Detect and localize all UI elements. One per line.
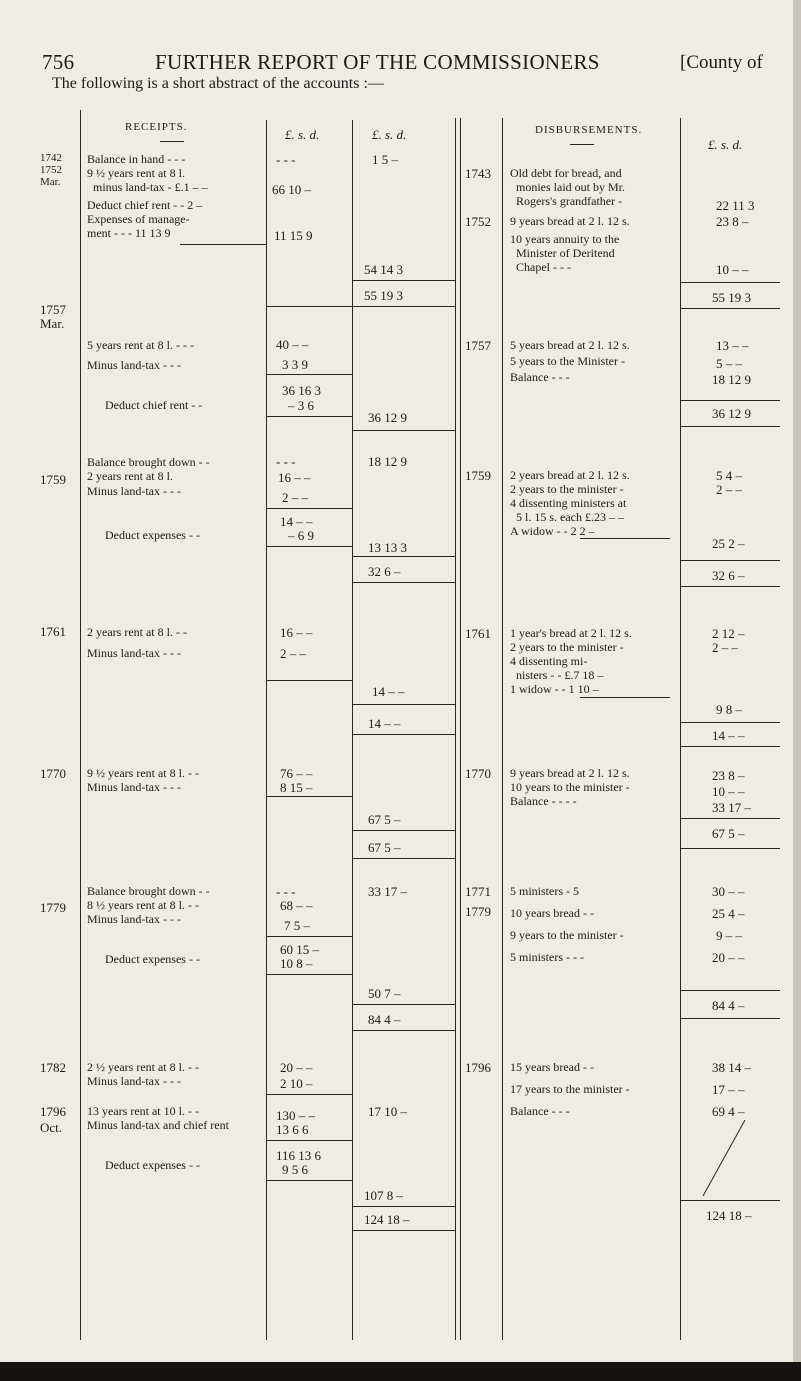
sum-rule — [352, 1004, 455, 1005]
receipt-amount: 3 3 9 — [282, 357, 308, 372]
page-number: 756 — [42, 50, 75, 74]
total-rule — [680, 848, 780, 849]
receipt-amount: 11 15 9 — [274, 228, 313, 243]
sum-rule — [580, 538, 670, 539]
receipt-grand-total: 67 5 – — [368, 840, 401, 855]
disbursement-line: 2 years bread at 2 l. 12 s. — [510, 468, 630, 482]
sum-rule — [680, 818, 780, 819]
sum-rule — [352, 280, 455, 281]
disbursement-amount: 25 4 – — [712, 906, 745, 921]
disbursement-line: Rogers's grandfather - — [516, 194, 623, 208]
receipt-amount: 60 15 – — [280, 942, 319, 957]
sum-rule — [266, 416, 352, 417]
disbursement-line: 9 years to the minister - — [510, 928, 624, 942]
receipt-amount: – 6 9 — [288, 528, 314, 543]
receipt-grand-total: 32 6 – — [368, 564, 401, 579]
sum-rule — [680, 560, 780, 561]
receipt-amount: - - - — [276, 884, 296, 899]
receipt-line: Deduct expenses - - — [105, 528, 200, 542]
disbursement-currency-header: £. s. d. — [708, 137, 743, 152]
sum-rule — [352, 830, 455, 831]
disbursement-line: Old debt for bread, and — [510, 166, 622, 180]
sum-rule — [680, 1200, 780, 1201]
disbursement-line: 10 years to the minister - — [510, 780, 630, 794]
receipt-line: Minus land-tax - - - — [87, 912, 181, 926]
county-heading: [County of — [680, 52, 763, 73]
total-rule — [680, 586, 780, 587]
receipt-amount: 76 – – — [280, 766, 313, 781]
disbursement-line: 10 years annuity to the — [510, 232, 620, 246]
disbursement-line: Minister of Deritend — [516, 246, 615, 260]
receipt-line: 9 ½ years rent at 8 l. — [87, 166, 185, 180]
sum-rule — [680, 282, 780, 283]
disbursement-amount: 22 11 3 — [716, 198, 755, 213]
total-rule — [680, 426, 780, 427]
disbursement-year-1743: 1743 — [465, 166, 491, 181]
receipt-amount: - - - — [276, 152, 296, 167]
sum-rule — [352, 556, 455, 557]
receipt-amount: 68 – – — [280, 898, 313, 913]
disbursement-line: Balance - - - — [510, 370, 570, 384]
disbursement-amount: 10 – – — [716, 262, 749, 277]
disbursements-heading: DISBURSEMENTS. — [535, 124, 643, 136]
disbursement-amount: 23 8 – — [716, 214, 749, 229]
sum-rule — [266, 680, 352, 681]
sum-rule — [266, 796, 352, 797]
sum-rule — [266, 974, 352, 975]
disbursement-year-1779: 1779 — [465, 904, 491, 919]
receipt-month-mar: Mar. — [40, 176, 61, 188]
sum-rule — [352, 704, 455, 705]
total-rule — [352, 734, 455, 735]
receipt-total-rule — [352, 120, 353, 1340]
receipt-total: 17 10 – — [368, 1104, 407, 1119]
total-rule — [680, 308, 780, 309]
total-rule — [680, 1018, 780, 1019]
receipt-amount: 13 6 6 — [276, 1122, 309, 1137]
disbursement-amount: 38 14 – — [712, 1060, 751, 1075]
page-edge-shadow — [793, 0, 801, 1381]
receipts-heading: RECEIPTS. — [125, 121, 188, 133]
receipt-line: Balance brought down - - — [87, 884, 210, 898]
receipt-amount: 8 15 – — [280, 780, 313, 795]
sum-rule — [266, 374, 352, 375]
receipt-total: 1 5 – — [372, 152, 398, 167]
receipt-year-1757: 1757 — [40, 302, 66, 317]
sum-rule — [266, 1140, 352, 1141]
receipt-line: 13 years rent at 10 l. - - — [87, 1104, 199, 1118]
disbursement-amount: 5 4 – — [716, 468, 742, 483]
scan-bottom-edge — [0, 1362, 801, 1381]
receipt-total: 33 17 – — [368, 884, 407, 899]
receipt-amount: – 3 6 — [288, 398, 314, 413]
diagonal-rule — [700, 1120, 760, 1200]
receipt-amount: 7 5 – — [284, 918, 310, 933]
disbursement-line: 1 year's bread at 2 l. 12 s. — [510, 626, 632, 640]
receipt-year-1779: 1779 — [40, 900, 66, 915]
receipt-amount: 9 5 6 — [282, 1162, 308, 1177]
disbursement-amount: 2 – – — [716, 482, 742, 497]
receipt-grand-total: 84 4 – — [368, 1012, 401, 1027]
sum-rule — [680, 722, 780, 723]
sum-rule — [266, 508, 352, 509]
receipt-amount: 116 13 6 — [276, 1148, 322, 1163]
disbursement-year-1770: 1770 — [465, 766, 491, 781]
receipt-total: 36 12 9 — [368, 410, 407, 425]
disbursement-amount: 33 17 – — [712, 800, 751, 815]
receipt-line: 9 ½ years rent at 8 l. - - — [87, 766, 199, 780]
disbursement-amount-rule — [680, 118, 681, 1340]
total-rule — [352, 1230, 455, 1231]
disbursement-line: 5 ministers - - - — [510, 950, 584, 964]
disbursement-line: 17 years to the minister - — [510, 1082, 630, 1096]
disbursement-amount: 9 8 – — [716, 702, 742, 717]
receipt-year-1782: 1782 — [40, 1060, 66, 1075]
total-rule — [352, 1030, 455, 1031]
sum-rule — [266, 1180, 352, 1181]
receipt-line: Deduct expenses - - — [105, 952, 200, 966]
sum-rule — [580, 697, 670, 698]
total-rule — [352, 858, 455, 859]
receipt-amount: 14 – – — [280, 514, 313, 529]
sum-rule — [266, 1094, 352, 1095]
disbursement-amount: 30 – – — [712, 884, 745, 899]
receipt-grand-total: 124 18 – — [364, 1212, 410, 1227]
receipt-year-1759: 1759 — [40, 472, 66, 487]
receipt-grand-total: 14 – – — [368, 716, 401, 731]
receipt-total: 14 – – — [372, 684, 405, 699]
disbursement-line: A widow - - 2 2 – — [510, 524, 595, 538]
receipt-amount: 20 – – — [280, 1060, 313, 1075]
receipt-year-1742: 1742 — [40, 152, 62, 164]
disbursement-amount: 2 12 – — [712, 626, 745, 641]
sum-rule — [680, 990, 780, 991]
disbursement-line: 5 years bread at 2 l. 12 s. — [510, 338, 630, 352]
sum-rule — [266, 546, 352, 547]
disbursement-amount: 13 – – — [716, 338, 749, 353]
receipt-year-1761: 1761 — [40, 624, 66, 639]
receipt-line: 2 ½ years rent at 8 l. - - — [87, 1060, 199, 1074]
disbursement-total: 32 6 – — [712, 568, 745, 583]
disbursement-year-rule — [502, 118, 503, 1340]
receipt-currency-header: £. s. d. — [285, 127, 320, 142]
receipt-total: 50 7 – — [368, 986, 401, 1001]
disbursement-line: 10 years bread - - — [510, 906, 594, 920]
disbursement-amount: 17 – – — [712, 1082, 745, 1097]
receipt-amount: 40 – – — [276, 337, 309, 352]
receipt-amount: 16 – – — [278, 470, 311, 485]
receipt-amount: 10 8 – — [280, 956, 313, 971]
disbursement-line: 4 dissenting mi- — [510, 654, 588, 668]
disbursement-amount: 5 – – — [716, 356, 742, 371]
receipt-line: Minus land-tax - - - — [87, 1074, 181, 1088]
disbursement-total: 124 18 – — [706, 1208, 752, 1223]
receipts-heading-rule — [160, 141, 184, 142]
disbursement-line: Chapel - - - — [516, 260, 571, 274]
disbursement-amount: 69 4 – — [712, 1104, 745, 1119]
receipt-line: Minus land-tax and chief rent — [87, 1118, 229, 1132]
total-rule — [352, 582, 455, 583]
disbursement-line: 5 ministers - 5 — [510, 884, 579, 898]
receipt-total: 107 8 – — [364, 1188, 403, 1203]
receipt-month-mar: Mar. — [40, 316, 65, 331]
disbursement-line: 4 dissenting ministers at — [510, 496, 627, 510]
disbursement-line: 9 years bread at 2 l. 12 s. — [510, 766, 630, 780]
receipt-total: 54 14 3 — [364, 262, 403, 277]
receipt-line: 8 ½ years rent at 8 l. - - — [87, 898, 199, 912]
disbursement-line: 1 widow - - 1 10 – — [510, 682, 599, 696]
total-rule — [680, 746, 780, 747]
disbursement-line: 9 years bread at 2 l. 12 s. — [510, 214, 630, 228]
receipt-amount: 130 – – — [276, 1108, 315, 1123]
receipt-line: minus land-tax - £.1 – – — [93, 180, 208, 194]
sum-rule — [680, 400, 780, 401]
disbursement-amount: 23 8 – — [712, 768, 745, 783]
sum-rule — [266, 936, 352, 937]
receipt-line: 5 years rent at 8 l. - - - — [87, 338, 194, 352]
receipt-line: Balance brought down - - — [87, 455, 210, 469]
disbursement-amount: 10 – – — [712, 784, 745, 799]
receipt-total: 18 12 9 — [368, 454, 407, 469]
receipt-year-1796: 1796 — [40, 1104, 66, 1119]
disbursement-year-1771: 1771 — [465, 884, 491, 899]
disbursement-line: Balance - - - — [510, 1104, 570, 1118]
receipt-year-1770: 1770 — [40, 766, 66, 781]
sum-rule — [352, 1206, 455, 1207]
disbursement-line: 5 l. 15 s. each £.23 – – — [516, 510, 624, 524]
receipt-year-1752: 1752 — [40, 164, 62, 176]
receipt-month-oct: Oct. — [40, 1120, 63, 1135]
receipt-line: Minus land-tax - - - — [87, 646, 181, 660]
receipt-amount: 2 – – — [282, 490, 308, 505]
left-border-rule — [80, 110, 81, 1340]
disbursement-amount: 25 2 – — [712, 536, 745, 551]
intro-line: The following is a short abstract of the accounts :— — [52, 75, 384, 92]
centre-rule-b — [460, 118, 461, 1340]
receipt-amount: 66 10 – — [272, 182, 311, 197]
disbursement-line: 15 years bread - - — [510, 1060, 594, 1074]
receipt-total-currency-header: £. s. d. — [372, 127, 407, 142]
disbursement-year-1757: 1757 — [465, 338, 491, 353]
receipt-grand-total: 55 19 3 — [364, 288, 403, 303]
receipt-line: Minus land-tax - - - — [87, 358, 181, 372]
disbursement-amount: 2 – – — [712, 640, 738, 655]
receipt-line: Expenses of manage- — [87, 212, 190, 226]
receipt-line: Deduct chief rent - - 2 – — [87, 198, 203, 212]
receipt-amount: 36 16 3 — [282, 383, 321, 398]
disbursement-total: 14 – – — [712, 728, 745, 743]
receipt-total: 13 13 3 — [368, 540, 407, 555]
receipt-line: Deduct chief rent - - — [105, 398, 203, 412]
disbursement-year-1759: 1759 — [465, 468, 491, 483]
receipt-line: Balance in hand - - - — [87, 152, 186, 166]
receipt-amount-rule — [266, 120, 267, 1340]
receipt-line: 2 years rent at 8 l. - - — [87, 625, 187, 639]
disbursement-line: 5 years to the Minister - — [510, 354, 625, 368]
disbursement-line: Balance - - - - — [510, 794, 577, 808]
total-rule — [352, 430, 455, 431]
disbursement-amount: 9 – – — [716, 928, 742, 943]
disbursement-year-1761: 1761 — [465, 626, 491, 641]
sum-rule — [180, 244, 266, 245]
disbursement-line: monies laid out by Mr. — [516, 180, 625, 194]
receipt-line: 2 years rent at 8 l. — [87, 469, 173, 483]
disbursement-year-1796: 1796 — [465, 1060, 491, 1075]
disbursement-total: 67 5 – — [712, 826, 745, 841]
total-rule — [266, 306, 455, 307]
disbursement-total: 55 19 3 — [712, 290, 751, 305]
receipt-amount: 2 10 – — [280, 1076, 313, 1091]
disbursement-total: 36 12 9 — [712, 406, 751, 421]
disbursement-year-1752: 1752 — [465, 214, 491, 229]
receipt-line: Minus land-tax - - - — [87, 484, 181, 498]
centre-rule-a — [455, 118, 456, 1340]
receipt-total: 67 5 – — [368, 812, 401, 827]
disbursement-amount: 18 12 9 — [712, 372, 751, 387]
disbursements-heading-rule — [570, 144, 594, 145]
receipt-amount: 16 – – — [280, 625, 313, 640]
receipt-amount: 2 – – — [280, 646, 306, 661]
receipt-line: ment - - - 11 13 9 — [87, 226, 171, 240]
disbursement-amount: 20 – – — [712, 950, 745, 965]
disbursement-line: nisters - - £.7 18 – — [516, 668, 604, 682]
running-title: FURTHER REPORT OF THE COMMISSIONERS — [155, 50, 600, 74]
receipt-amount: - - - — [276, 454, 296, 469]
disbursement-line: 2 years to the minister - — [510, 640, 624, 654]
disbursement-total: 84 4 – — [712, 998, 745, 1013]
receipt-line: Deduct expenses - - — [105, 1158, 200, 1172]
disbursement-line: 2 years to the minister - — [510, 482, 624, 496]
receipt-line: Minus land-tax - - - — [87, 780, 181, 794]
